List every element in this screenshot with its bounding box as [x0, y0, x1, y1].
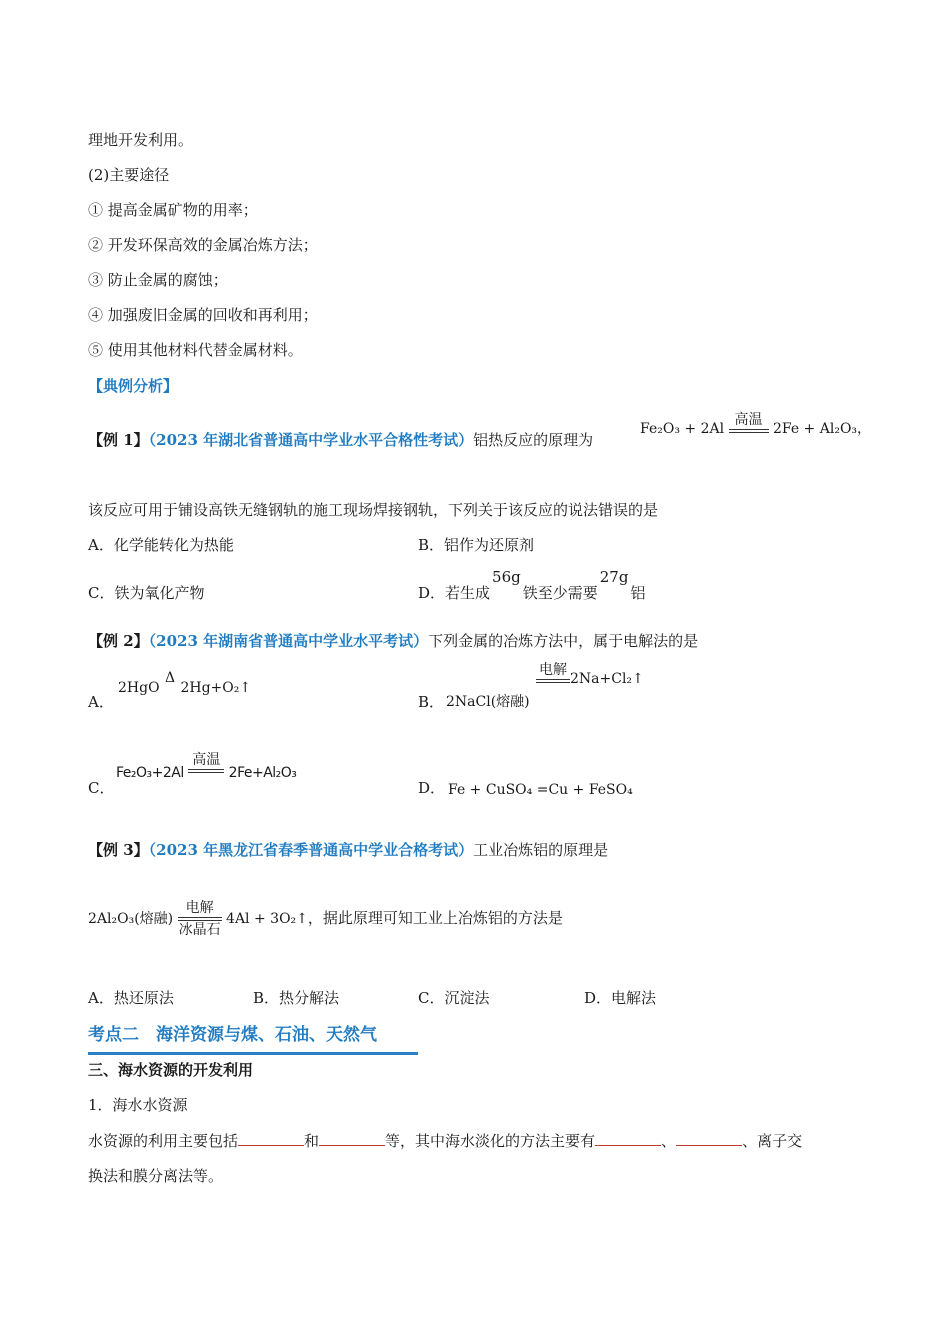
- ex1-option-d-mid: 铁至少需要: [522, 584, 598, 602]
- ex2-a-left: 2HgO: [118, 680, 160, 696]
- intro-line-1: 理地开发利用。: [88, 131, 194, 149]
- blank-4[interactable]: [676, 1131, 742, 1146]
- blank-2[interactable]: [319, 1131, 385, 1146]
- ex2-text: 下列金属的冶炼方法中，属于电解法的是: [428, 632, 699, 650]
- ex1-tag: 【例 1】: [88, 431, 149, 449]
- intro-item-5: ⑤ 使用其他材料代替金属材料。: [88, 341, 303, 359]
- p1-b: 和: [304, 1132, 320, 1150]
- ex3-option-b: B．热分解法: [253, 989, 340, 1007]
- ex3-option-a: A．热还原法: [88, 989, 174, 1007]
- ex1-option-d: [418, 568, 646, 603]
- section-subheading: 三、海水资源的开发利用: [88, 1061, 254, 1079]
- section-item-1: 1．海水水资源: [88, 1096, 188, 1114]
- ex3-source: （2023 年黑龙江省春季普通高中学业合格考试）: [148, 841, 474, 859]
- ex1-eq-cond: 高温: [734, 412, 763, 428]
- ex2-c-right: 2Fe+Al₂O₃: [228, 765, 297, 781]
- p1-e: 、离子交: [742, 1132, 803, 1150]
- ex1-equation: [640, 412, 871, 439]
- intro-item-3: ③ 防止金属的腐蚀；: [88, 271, 228, 289]
- p1-c: 等，其中海水淡化的方法主要有: [385, 1132, 596, 1150]
- ex2-option-b-left: 2NaCl(熔融): [446, 694, 530, 710]
- p1-a: 水资源的利用主要包括: [88, 1132, 239, 1150]
- ex2-stem: [88, 631, 698, 651]
- ex3-tag: 【例 3】: [88, 841, 149, 859]
- section-title: 考点二 海洋资源与煤、石油、天然气: [88, 1025, 377, 1045]
- p1-d: 、: [661, 1132, 677, 1150]
- ex2-option-d-label: D．: [418, 779, 446, 797]
- ex1-option-d-mass1: 56g: [492, 568, 521, 586]
- ex2-c-left: Fe₂O₃+2Al: [116, 765, 184, 781]
- ex1-option-b: B．铝作为还原剂: [418, 536, 535, 554]
- ex1-source: （2023 年湖北省普通高中学业水平合格性考试）: [148, 431, 474, 449]
- fill-in-paragraph: [88, 1131, 802, 1151]
- section-title-bar: [88, 1020, 418, 1055]
- examples-heading: 【典例分析】: [88, 377, 179, 395]
- ex2-a-right: 2Hg+O₂↑: [180, 680, 252, 696]
- ex2-b-cond: 电解: [539, 662, 567, 678]
- ex3-equation: [88, 900, 563, 938]
- ex3-eq-left: 2Al₂O₃(熔融): [88, 911, 174, 927]
- ex1-option-d-pre: D．若生成: [418, 584, 491, 602]
- ex2-option-c-eq: [116, 752, 296, 783]
- ex3-stem: [88, 840, 608, 860]
- ex3-eq-right: 4Al + 3O₂↑: [226, 911, 308, 927]
- ex2-c-cond: 高温: [192, 752, 221, 768]
- ex3-text: 工业冶炼铝的原理是: [473, 841, 609, 859]
- ex1-option-d-post: 铝: [630, 584, 646, 602]
- ex1-text: 铝热反应的原理为: [473, 431, 594, 449]
- intro-item-4: ④ 加强废旧金属的回收和再利用；: [88, 306, 318, 324]
- ex2-source: （2023 年湖南省普通高中学业水平考试）: [148, 632, 429, 650]
- ex1-eq-left: Fe₂O₃ + 2Al: [640, 421, 725, 437]
- ex3-eq-bot: 冰晶石: [178, 922, 221, 938]
- ex1-eq-right: 2Fe + Al₂O₃: [772, 421, 858, 437]
- ex3-tail: ，据此原理可知工业上冶炼铝的方法是: [307, 909, 563, 927]
- ex2-option-b-eq: [536, 662, 644, 689]
- ex1-stem: [88, 430, 593, 450]
- ex1-comma: ，: [857, 421, 872, 437]
- ex1-option-a: A．化学能转化为热能: [88, 536, 234, 554]
- ex1-option-d-mass2: 27g: [599, 568, 629, 586]
- intro-line-2: (2)主要途径: [88, 166, 170, 184]
- intro-item-2: ② 开发环保高效的金属冶炼方法；: [88, 236, 318, 254]
- ex2-option-a-eq: [118, 668, 251, 698]
- ex2-b-right: 2Na+Cl₂↑: [570, 671, 644, 687]
- ex3-eq-top: 电解: [185, 900, 214, 916]
- ex3-option-d: D．电解法: [584, 989, 657, 1007]
- ex1-option-c: C．铁为氧化产物: [88, 584, 205, 602]
- ex2-option-a-label: A．: [88, 693, 114, 711]
- ex1-line2: 该反应可用于铺设高铁无缝钢轨的施工现场焊接钢轨，下列关于该反应的说法错误的是: [88, 501, 659, 519]
- intro-item-1: ① 提高金属矿物的用率；: [88, 201, 258, 219]
- blank-1[interactable]: [238, 1131, 304, 1146]
- fill-in-paragraph-line2: 换法和膜分离法等。: [88, 1167, 224, 1185]
- ex2-a-cond: Δ: [164, 670, 176, 686]
- ex3-option-c: C．沉淀法: [418, 989, 490, 1007]
- blank-3[interactable]: [595, 1131, 661, 1146]
- ex2-tag: 【例 2】: [88, 632, 149, 650]
- ex2-option-d-eq: Fe + CuSO₄ =Cu + FeSO₄: [448, 782, 633, 798]
- ex2-option-b-label: B．: [418, 693, 445, 711]
- ex2-option-c-label: C．: [88, 779, 115, 797]
